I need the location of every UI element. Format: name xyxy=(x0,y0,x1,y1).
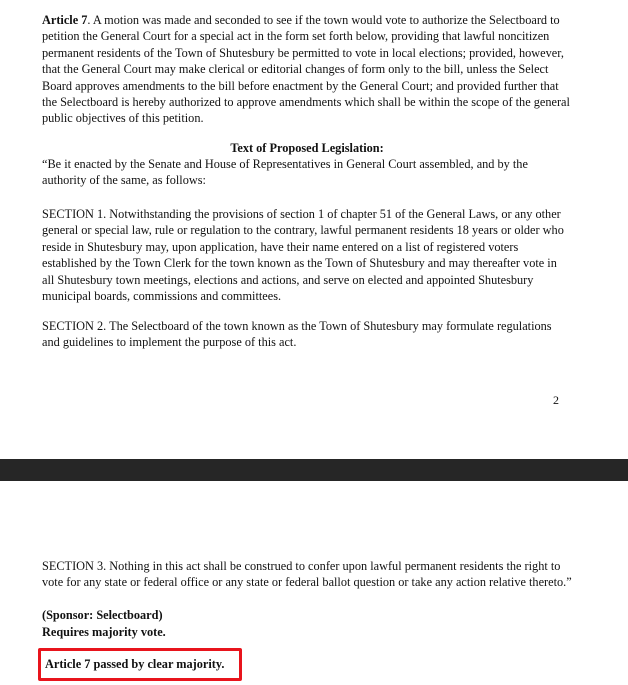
sponsor-line: (Sponsor: Selectboard) xyxy=(42,608,163,622)
article-7-paragraph xyxy=(42,12,572,127)
article-7-result: Article 7 passed by clear majority. xyxy=(45,657,225,671)
article-7-label: Article 7 xyxy=(42,13,88,27)
page-separator xyxy=(0,459,628,481)
enactment-clause: “Be it enacted by the Senate and House of Representatives in General Court assembled, and by the authority of the same, as follows: xyxy=(42,157,528,188)
section-3-paragraph: SECTION 3. Nothing in this act shall be construed to confer upon lawful permanent residents the right to vote for any state or federal office or any state or federal ballot question or take any action relative thereto.” xyxy=(42,559,572,590)
requires-vote-line: Requires majority vote. xyxy=(42,625,166,639)
result-highlight-box xyxy=(38,648,242,681)
section-1-paragraph: SECTION 1. Notwithstanding the provisions of section 1 of chapter 51 of the General Laws, or any other general or special law, rule or regulation to the contrary, lawful permanent residents 18 years or older who reside in Shutesbury may, upon application, have their name entered on a list of registered voters established by the Town Clerk for the town known as the Town of Shutesbury and may thereafter vote in all Shutesbury town meetings, elections and actions, and serve on elected and appointed Shutesbury municipal boards, commissions and committees. xyxy=(42,207,564,304)
legislation-heading: Text of Proposed Legislation: xyxy=(230,141,384,155)
article-7-text: . A motion was made and seconded to see if the town would vote to authorize the Selectboard to petition the General Court for a special act in the form set forth below, providing that lawful noncitizen permanent residents of the Town of Shutesbury be permitted to vote in local elections; provided, however, that the General Court may make clerical or editorial changes of form only to the bill, unless the Select Board approves amendments to the bill before enactment by the General Court; and provided further that the Selectboard is hereby authorized to approve amendments which shall be within the scope of the general public objectives of this petition. xyxy=(42,13,570,126)
section-2-paragraph: SECTION 2. The Selectboard of the town known as the Town of Shutesbury may formulate regulations and guidelines to implement the purpose of this act. xyxy=(42,319,552,350)
page-number: 2 xyxy=(553,393,559,407)
